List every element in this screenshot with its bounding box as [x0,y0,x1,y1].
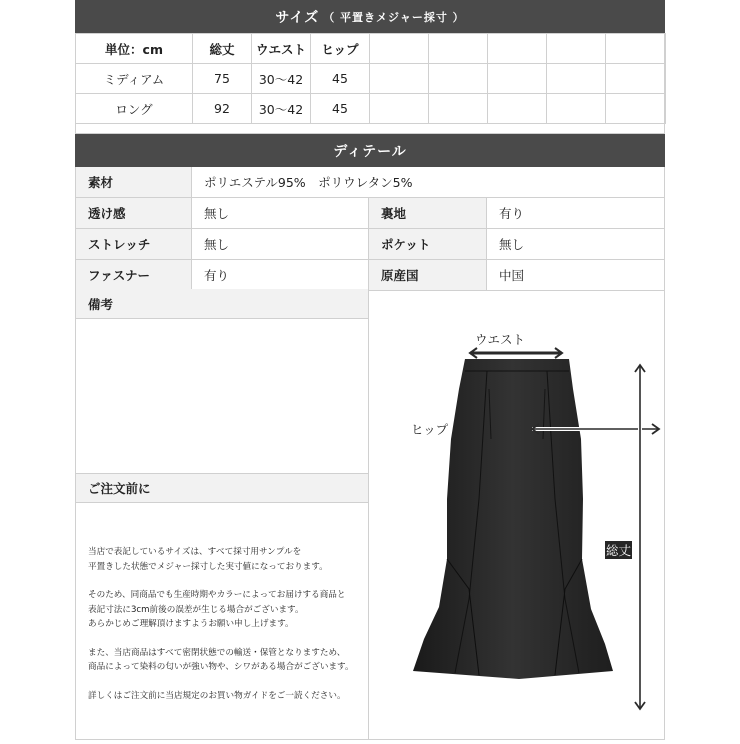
stretch-value: 無し [192,229,369,259]
fastener-value: 有り [192,260,369,290]
table-row [76,64,666,94]
size-section-subtitle: （ 平置きメジャー採寸 ） [323,10,465,24]
size-value-cell: 45 [311,64,370,94]
notice-line: また、当店商品はすべて密閉状態での輸送・保管となりますため、 [88,647,346,658]
size-value-cell: 45 [311,94,370,124]
size-value-cell [606,64,665,94]
size-header-cell [547,34,606,64]
origin-value: 中国 [487,260,665,290]
table-row [76,94,666,124]
fastener-label: ファスナー [75,260,192,290]
size-value-cell: 75 [193,64,252,94]
notice-header: ご注文前に [75,473,369,503]
size-value-cell [665,64,666,94]
left-column [75,289,369,740]
pocket-value: 無し [487,229,665,259]
see-through-label: 透け感 [75,198,192,228]
notice-line: 表記寸法に3cm前後の誤差が生じる場合がございます。 [88,604,304,615]
notice-paragraph [88,588,358,632]
size-header-cell [370,34,429,64]
remarks-header: 備考 [75,289,369,319]
size-detail-sheet [75,0,665,701]
size-value-cell [547,94,606,124]
size-value-cell [429,94,488,124]
skirt-illustration [413,359,613,679]
size-header-cell [606,34,665,64]
size-section-title: サイズ [275,9,320,26]
size-value-cell: 30〜42 [252,94,311,124]
size-header-cell: ウエスト [252,34,311,64]
detail-section-title: ディテール [333,143,407,160]
pocket-label: ポケット [369,229,487,259]
stretch-label: ストレッチ [75,229,192,259]
skirt-diagram [369,289,665,740]
notice-body [75,503,369,740]
detail-row-stretch [75,229,665,260]
waist-label: ウエスト [475,332,526,347]
origin-label: 原産国 [369,260,487,290]
section-gap [75,124,665,134]
lining-label: 裏地 [369,198,487,228]
size-value-cell [370,64,429,94]
size-table [75,33,666,124]
size-value-cell [606,94,665,124]
size-value-cell [429,64,488,94]
material-label: 素材 [75,167,192,197]
remarks-body [75,319,369,473]
detail-row-fastener [75,260,665,291]
size-header-cell [665,34,666,64]
size-header-cell [429,34,488,64]
size-table-header-row [76,34,666,64]
notice-paragraph [88,545,358,574]
length-label: 総丈 [606,543,632,558]
notice-line: 商品によって染料の匂いが強い物や、シワがある場合がございます。 [88,662,354,672]
notice-line: 当店で表記しているサイズは、すべて採寸用サンプルを [88,547,302,557]
size-section-header [75,0,665,33]
measurement-illustration-panel [369,289,665,740]
notice-line: あらかじめご理解頂けますようお願い申し上げます。 [88,619,294,629]
size-value-cell: 92 [193,94,252,124]
detail-row-material [75,167,665,198]
size-value-cell [547,64,606,94]
lining-value: 有り [487,198,665,228]
size-value-cell: 30〜42 [252,64,311,94]
size-value-cell [488,64,547,94]
size-value-cell [488,94,547,124]
material-value: ポリエステル95% ポリウレタン5% [192,167,665,197]
size-header-cell: 総丈 [193,34,252,64]
detail-row-see-through [75,198,665,229]
size-name-cell: ロング [76,94,193,124]
size-value-cell [370,94,429,124]
hip-label: ヒップ [411,422,449,437]
notice-line: そのため、同商品でも生産時期やカラーによってお届けする商品と [88,590,346,600]
size-value-cell [665,94,666,124]
size-header-cell: ヒップ [311,34,370,64]
notice-line: 平置きした状態でメジャー採寸した実寸値になっております。 [88,561,328,572]
size-header-cell: 単位：cm [76,34,193,64]
size-name-cell: ミディアム [76,64,193,94]
detail-section-header [75,134,665,167]
lower-area [75,289,665,740]
see-through-value: 無し [192,198,369,228]
notice-paragraph [88,646,358,675]
size-header-cell [488,34,547,64]
notice-paragraph [88,689,358,704]
notice-line: 詳しくはご注文前に当店規定のお買い物ガイドをご一読ください。 [88,690,346,701]
